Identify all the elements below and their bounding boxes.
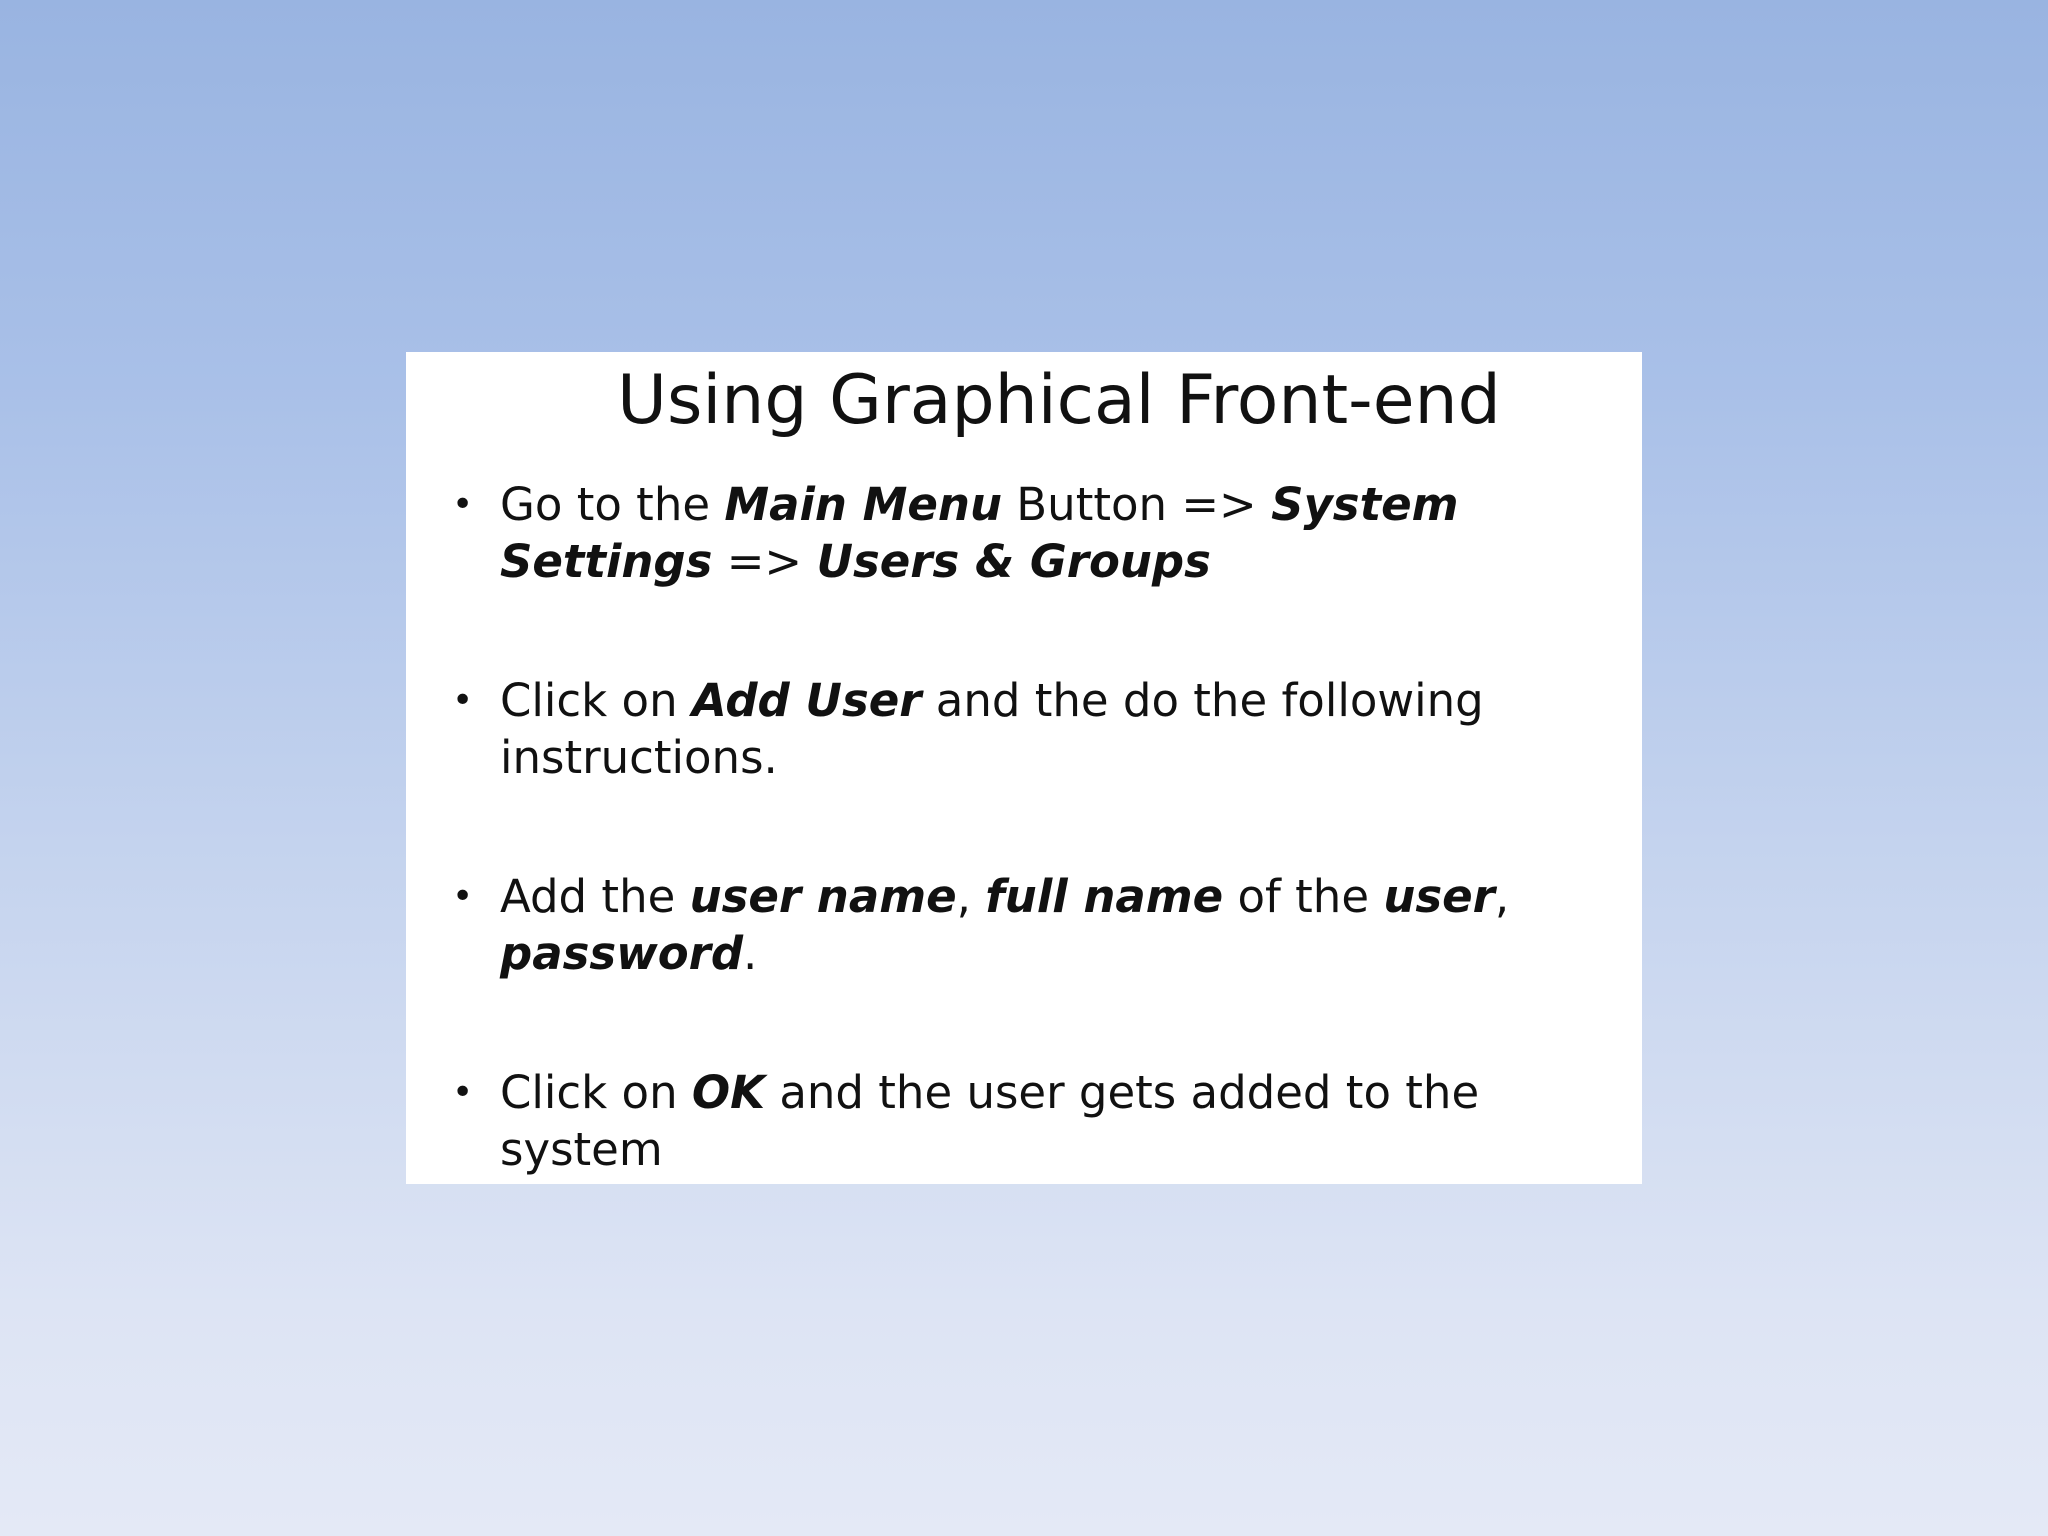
bullet-dot-icon: • [452, 1072, 474, 1113]
bullet-emphasis: OK [691, 1066, 766, 1119]
bullet-emphasis: user [1383, 870, 1495, 923]
bullet-item [446, 672, 1626, 786]
bullet-text-segment: of the [1223, 870, 1384, 923]
bullet-text-segment: . [743, 927, 758, 980]
bullet-text-segment: Button => [1002, 478, 1272, 531]
bullet-text-segment: Add the [500, 870, 690, 923]
bullet-item [446, 476, 1626, 590]
bullet-text-segment: , [956, 870, 986, 923]
bullet-emphasis: System Settings [500, 478, 1459, 588]
bullet-text-segment: and the do the following instructions. [500, 674, 1484, 784]
bullet-text-segment: Click on [500, 674, 692, 727]
bullet-emphasis: full name [985, 870, 1224, 923]
bullet-emphasis: Users & Groups [816, 535, 1211, 588]
bullet-dot-icon: • [452, 680, 474, 721]
bullet-text-segment: and the user gets added to the system [500, 1066, 1480, 1176]
bullet-list [446, 476, 1626, 1178]
bullet-dot-icon: • [452, 876, 474, 917]
slide-title: Using Graphical Front-end [617, 361, 1501, 440]
bullet-text-segment: Go to the [500, 478, 725, 531]
bullet-text-segment: , [1494, 870, 1510, 923]
bullet-text-segment: => [712, 535, 817, 588]
slide-card [406, 352, 1642, 1184]
bullet-item [446, 868, 1626, 982]
bullet-item [446, 1064, 1626, 1178]
bullet-text-segment: Click on [500, 1066, 692, 1119]
bullet-dot-icon: • [452, 484, 474, 525]
bullet-emphasis: Add User [691, 674, 922, 727]
bullet-emphasis: Main Menu [724, 478, 1002, 531]
bullet-emphasis: user name [689, 870, 957, 923]
bullet-emphasis: password [500, 927, 744, 980]
